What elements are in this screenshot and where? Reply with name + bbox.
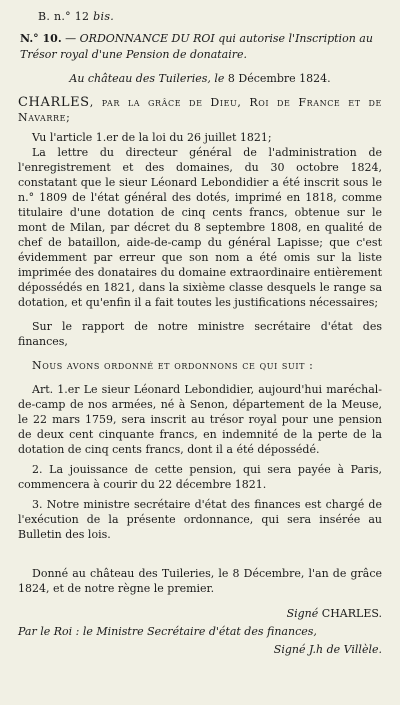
king-name: CHARLES — [18, 95, 90, 110]
royal-intro — [18, 95, 382, 125]
decision-line: Nous avons ordonné et ordonnons ce qui suit : — [32, 359, 314, 372]
article-3: 3. Notre ministre secrétaire d'état des finances est chargé de l'exécution de la présente ordonnance, qui sera insérée au Bulletin des lois. — [18, 498, 382, 541]
bulletin-number — [38, 10, 114, 23]
bulletin-prefix: B. n.° 12 — [38, 10, 94, 23]
place-text: Au château des Tuileries, le — [69, 72, 228, 85]
date-text: 8 Décembre 1824. — [227, 72, 331, 85]
signature-king — [18, 606, 382, 621]
rapport-line: Sur le rapport de notre ministre secrétaire d'état des finances, — [18, 320, 382, 348]
considerant-1: Vu l'article 1.er de la loi du 26 juillet 1821; — [32, 131, 272, 144]
article-2: 2. La jouissance de cette pension, qui sera payée à Paris, commencera à courir du 22 décembre 1821. — [18, 463, 382, 491]
signed-name: CHARLES. — [321, 607, 382, 620]
ordonnance-body — [18, 95, 382, 657]
countersignature: Signé J.h de Villèle. — [273, 643, 382, 656]
intro-text: , par la grâce de Dieu, Roi de France et de Navarre; — [18, 96, 382, 124]
ordonnance-heading — [20, 31, 382, 63]
par-le-roi-line: Par le Roi : le Ministre Secrétaire d'état des finances, — [18, 625, 317, 638]
closing-formula: Donné au château des Tuileries, le 8 Décembre, l'an de grâce 1824, et de notre règne le premier. — [18, 567, 382, 595]
ordonnance-number: N.° 10. — [20, 32, 62, 45]
article-1: Art. 1.er Le sieur Léonard Lebondidier, aujourd'hui maréchal-de-camp de nos armées, né à Senon, département de la Meuse, le 22 mars 1759, sera inscrit au trésor royal pour une pension de deux cent cinquante francs, en indemnité de la perte de la dotation de cinq cents francs, dont il a été dépossédé. — [18, 383, 382, 456]
considerant-2: La lettre du directeur général de l'administration de l'enregistrement et des domaines, du 30 octobre 1824, constatant que le sieur Léonard Lebondidier a été inscrit sous le n.° 1809 de l'état général des dotés, imprimé en 1818, comme titulaire d'une dotation de cinq cents francs, obtenue sur le mont de Milan, par décret du 8 septembre 1808, en qualité de chef de bataillon, aide-de-camp du général Lapisse; que c'est évidemment par erreur que son nom a été omis sur la liste imprimée des donataires du domaine extraordinaire entièrement dépossédés en 1821, dans la sixième classe desquels le range sa dotation, et qu'enfin il a fait toutes les justifications nécessaires; — [18, 146, 382, 309]
bulletin-suffix: bis. — [93, 10, 115, 23]
place-and-date — [0, 72, 400, 85]
ordonnance-title: — ORDONNANCE DU ROI qui autorise l'Inscription au Trésor royal d'une Pension de donataire. — [20, 32, 373, 61]
signed-label: Signé — [286, 607, 319, 620]
